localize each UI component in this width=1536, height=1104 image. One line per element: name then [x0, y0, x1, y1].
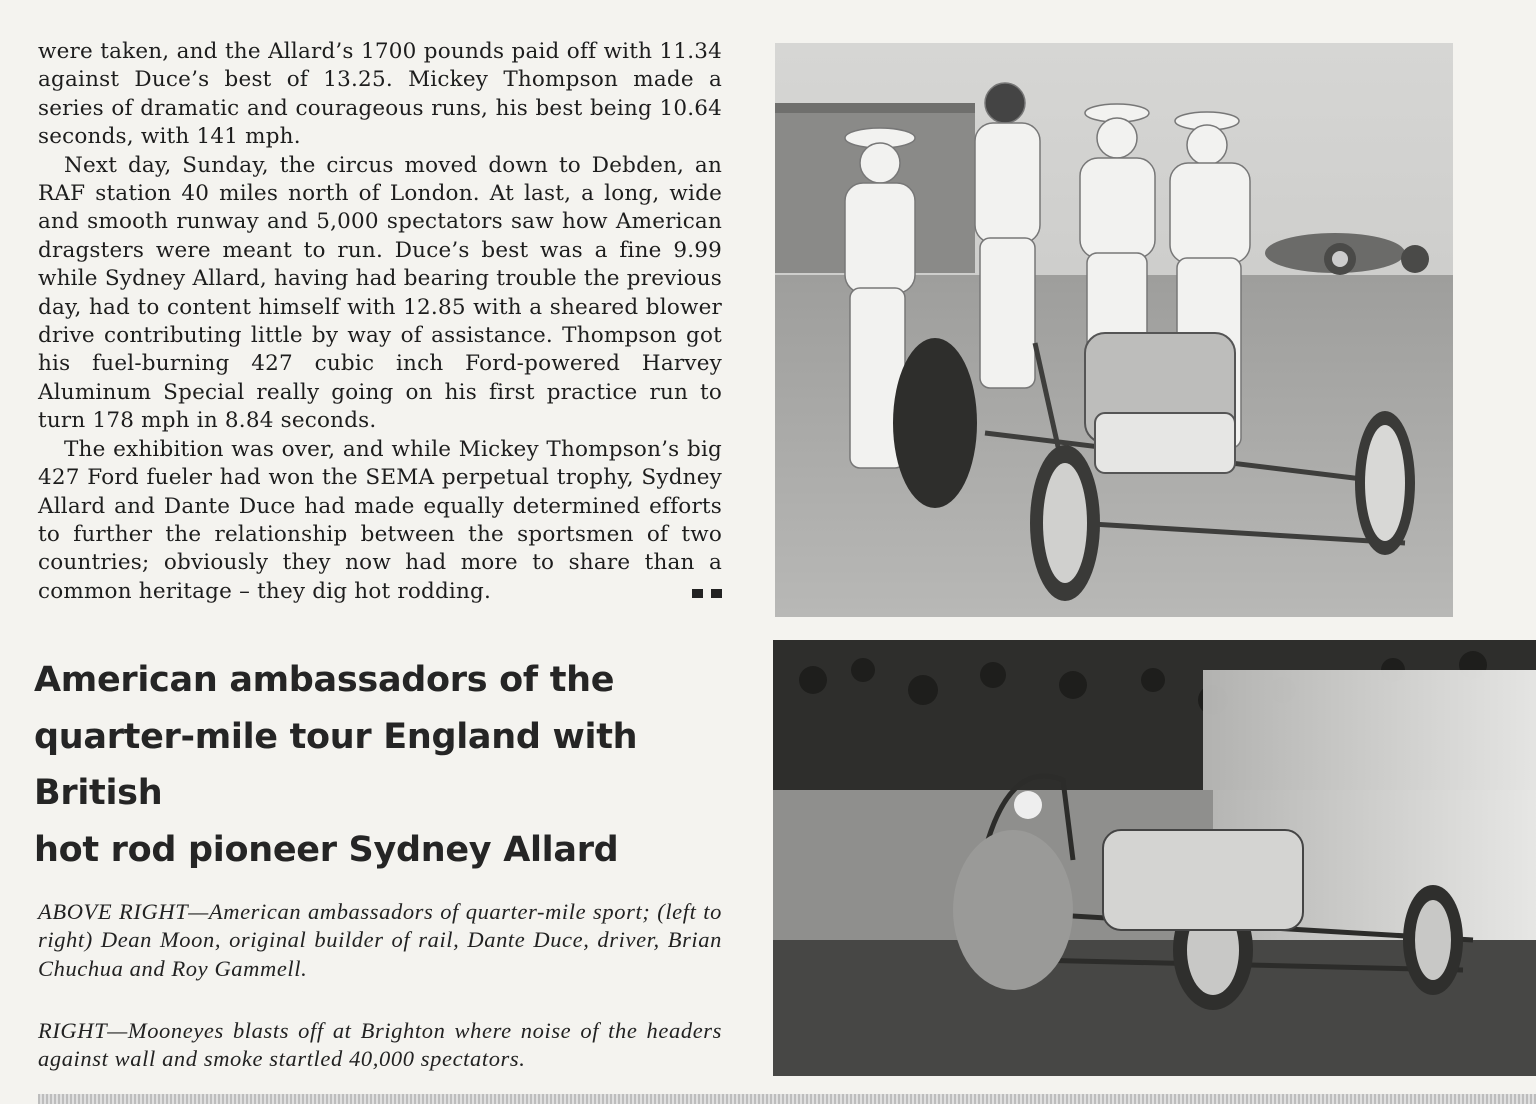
- headline-line-3: hot rod pioneer Sydney Allard: [34, 829, 619, 870]
- article-body: [38, 38, 722, 606]
- article-paragraph-3: The exhibition was over, and while Mickey Thompson’s big 427 Ford fueler had won the SEMA perpetual trophy, Sydney Allard and Dante Duce had made equally determined efforts to further the relationship between the sportsmen of two countries; obviously they now had more to share than a common heritage – they dig hot rodding.: [38, 436, 722, 604]
- headline: [34, 652, 734, 878]
- headline-line-2: quarter-mile tour England with British: [34, 716, 638, 813]
- headline-line-1: American ambassadors of the: [34, 660, 615, 700]
- article-paragraph-2: Next day, Sunday, the circus moved down to Debden, an RAF station 40 miles north of London. At last, a long, wide and smooth runway and 5,000 spectators saw how American dragsters were meant to run. Duce’s best was a fine 9.99 while Sydney Allard, having had bearing trouble the previous day, had to content himself with 12.85 with a sheared blower drive contributing little by way of assistance. Thompson got his fuel-burning 427 cubic inch Ford-powered Harvey Aluminum Special really going on his first practice run to turn 178 mph in 8.84 seconds.: [38, 152, 722, 434]
- photo-dragster-launch: [773, 640, 1536, 1076]
- photo-team-with-dragster: [775, 43, 1453, 617]
- end-of-article-mark: [692, 589, 722, 599]
- article-paragraph-1: were taken, and the Allard’s 1700 pounds paid off with 11.34 against Duce’s best of 13.25. Mickey Thompson made a series of dramatic and courageous runs, his best being 10.64 seconds, with 141 mph.: [38, 39, 722, 150]
- caption-right: RIGHT—Mooneyes blasts off at Brighton where noise of the headers against wall and smoke startled 40,000 spectators.: [38, 1018, 722, 1072]
- caption-above-right: ABOVE RIGHT—American ambassadors of quarter-mile sport; (left to right) Dean Moon, original builder of rail, Dante Duce, driver, Brian Chuchua and Roy Gammell.: [38, 899, 722, 981]
- page-bottom-rule: [38, 1094, 1536, 1104]
